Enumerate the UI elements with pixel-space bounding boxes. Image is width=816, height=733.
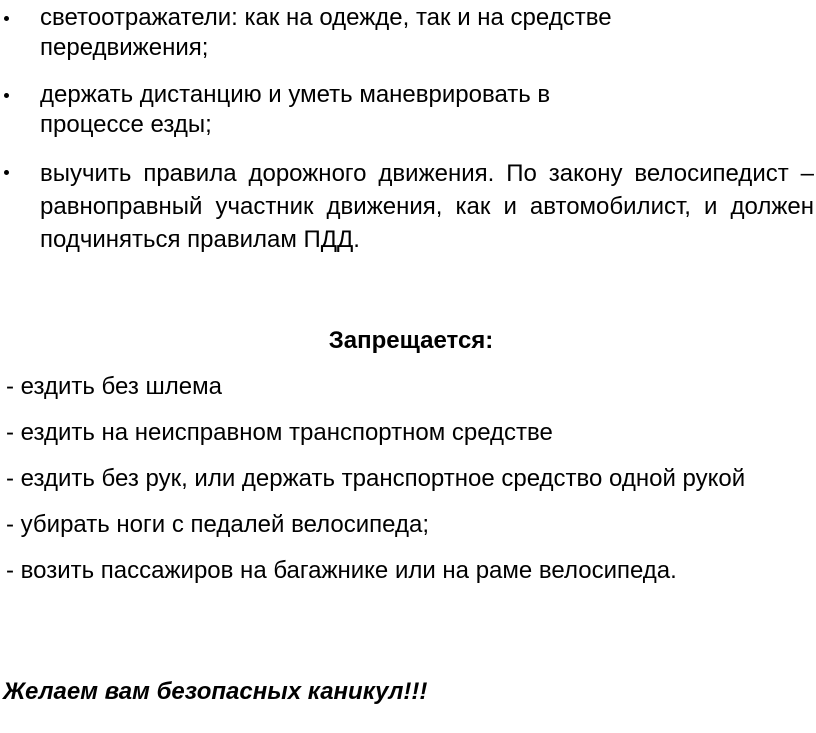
- bullet-dot-icon: [4, 16, 9, 21]
- section-heading: [0, 326, 816, 356]
- prohibition-item: - ездить без рук, или держать транспортное средство одной рукой: [6, 465, 746, 492]
- bullet-dot-icon: [4, 93, 9, 98]
- recommendations-list: [0, 3, 816, 256]
- prohibition-item: - возить пассажиров на багажнике или на раме велосипеда.: [6, 557, 677, 584]
- prohibitions-list: [6, 372, 811, 602]
- prohibition-item: - ездить на неисправном транспортном средстве: [6, 419, 553, 446]
- list-item-text: выучить правила дорожного движения. По закону велосипедист – равноправный участник движения, как и автомобилист, и должен подчиняться правилам ПДД.: [40, 160, 814, 253]
- prohibition-item: - убирать ноги с педалей велосипеда;: [6, 511, 429, 538]
- list-item-text: держать дистанцию и уметь маневрировать в процессе езды;: [40, 81, 551, 138]
- list-item: [0, 80, 816, 140]
- list-item: [0, 3, 816, 63]
- closing-wish: Желаем вам безопасных каникул!!!: [3, 678, 428, 705]
- bullet-dot-icon: [4, 170, 9, 175]
- section-heading-text: Запрещается:: [328, 327, 494, 354]
- list-item: [0, 157, 816, 256]
- prohibition-item: - ездить без шлема: [6, 373, 222, 400]
- list-item-text: светоотражатели: как на одежде, так и на средстве передвижения;: [40, 4, 612, 61]
